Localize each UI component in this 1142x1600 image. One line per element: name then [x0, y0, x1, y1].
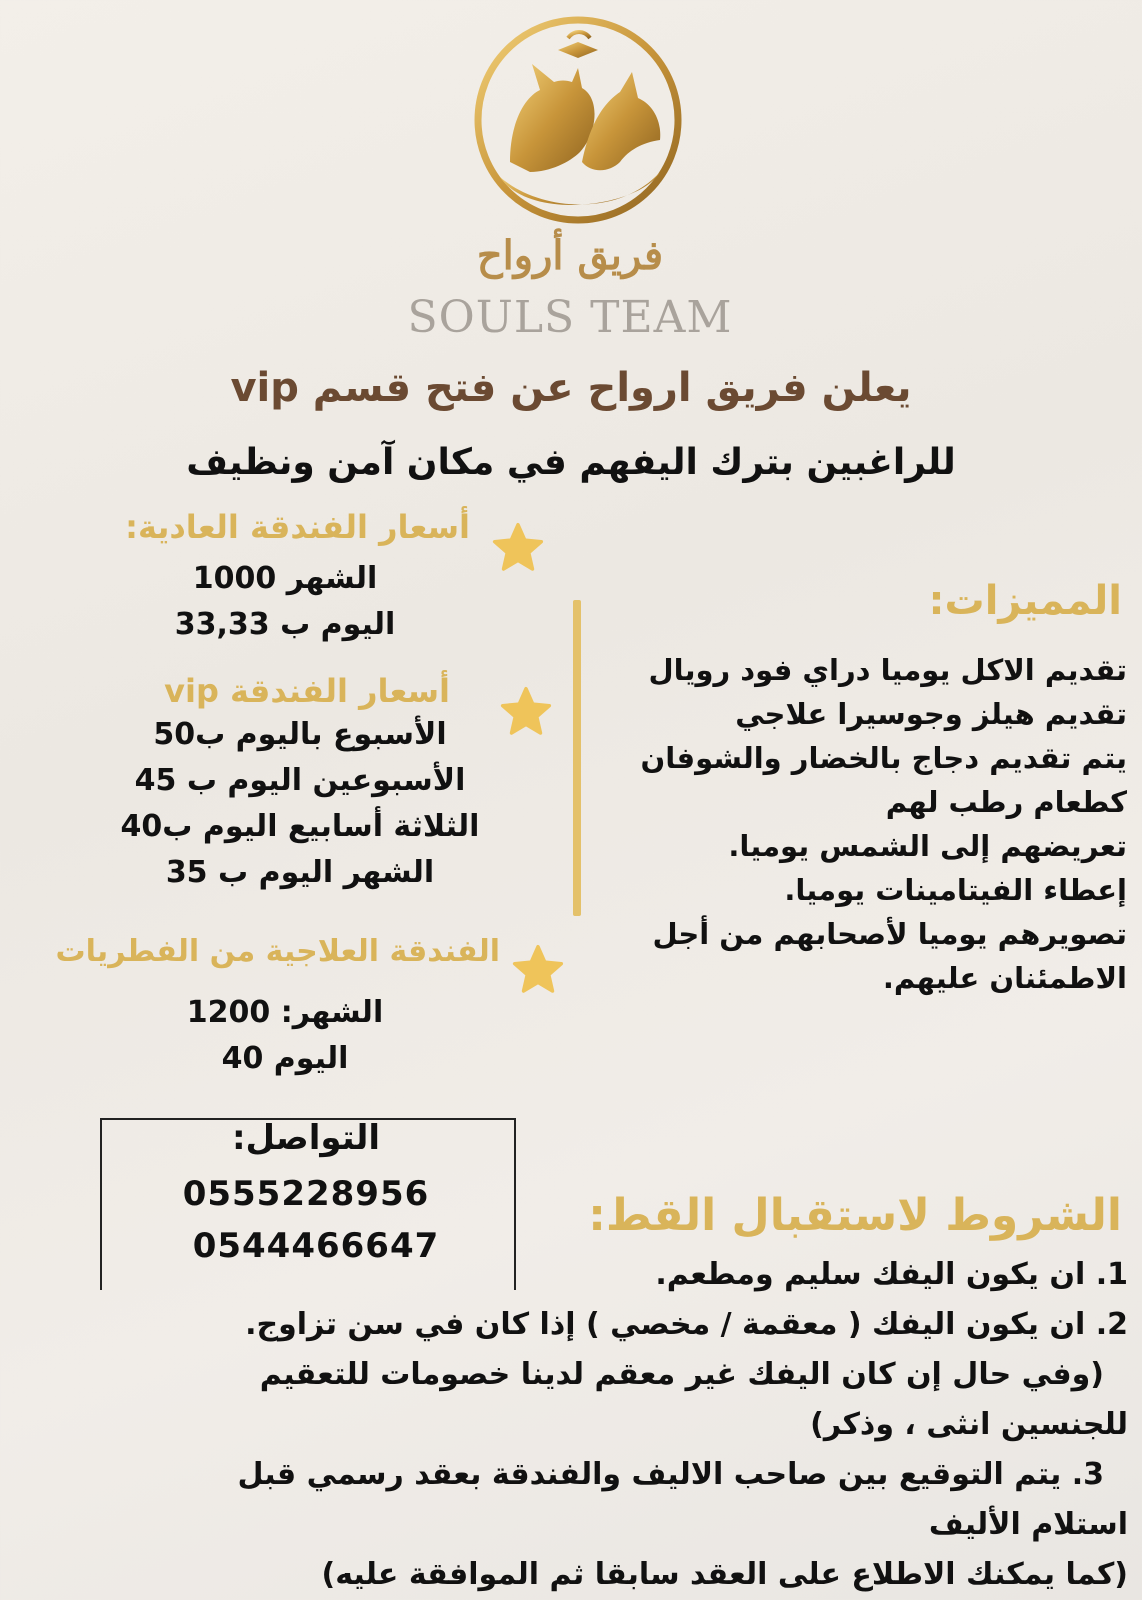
subheadline: للراغبين بترك اليفهم في مكان آمن ونظيف: [186, 442, 956, 483]
contact-title: التواصل:: [231, 1118, 381, 1158]
standard-price-month: الشهر 1000: [192, 561, 378, 596]
standard-pricing-title: أسعار الفندقة العادية:: [125, 508, 470, 546]
brand-english: SOULS TEAM: [407, 292, 733, 343]
phone-number[interactable]: 0555228956: [182, 1174, 430, 1214]
list-item: • تصويرهم يوميا لأصحابهم من أجل الاطمئنان عليهم.: [575, 912, 1127, 1000]
list-item: • إعطاء الفيتامينات يوميا.: [575, 868, 1127, 912]
medical-pricing-lines: [150, 990, 420, 1082]
medical-price-day: اليوم 40: [221, 1041, 349, 1076]
vip-pricing-title: أسعار الفندقة vip: [164, 672, 450, 710]
conditions-list: [20, 1250, 1128, 1600]
vip-price-month: الشهر اليوم ب 35: [165, 855, 435, 890]
souls-team-logo: [470, 12, 686, 228]
condition-line: 1. ان يكون اليفك سليم ومطعم.: [655, 1257, 1128, 1292]
phone-number[interactable]: 0544466647: [192, 1226, 440, 1266]
list-item: • تقديم الاكل يوميا دراي فود رويال: [575, 648, 1127, 692]
list-item: • تعريضهم إلى الشمس يوميا.: [575, 824, 1127, 868]
condition-line: (وفي حال إن كان اليفك غير معقم لدينا خصومات للتعقيم: [259, 1357, 1104, 1392]
standard-pricing-lines: [120, 556, 450, 648]
features-list: [575, 648, 1142, 1000]
medical-pricing-title: الفندقة العلاجية من الفطريات: [55, 934, 500, 969]
medical-price-month: الشهر: 1200: [186, 995, 384, 1030]
list-item: • يتم تقديم دجاج بالخضار والشوفان كطعام رطب لهم: [575, 736, 1127, 824]
condition-line: (كما يمكنك الاطلاع على العقد سابقا ثم الموافقة عليه): [321, 1557, 1128, 1592]
brand-arabic: فريق أرواح: [476, 232, 664, 279]
conditions-title: الشروط لاستقبال القط:: [588, 1190, 1122, 1241]
star-icon: [510, 942, 566, 998]
standard-price-day: اليوم ب 33,33: [174, 607, 396, 642]
vip-price-three-weeks: الثلاثة أسابيع اليوم ب40: [120, 809, 480, 844]
vip-pricing-lines: [80, 712, 520, 896]
list-item: • تقديم هيلز وجوسيرا علاجي: [575, 692, 1127, 736]
star-icon: [490, 520, 546, 576]
headline: يعلن فريق ارواح عن فتح قسم vip: [230, 365, 912, 411]
condition-line: للجنسين انثى ، وذكر): [810, 1407, 1128, 1442]
vip-price-week: الأسبوع باليوم ب50: [153, 717, 447, 752]
condition-line: استلام الأليف: [928, 1507, 1128, 1542]
condition-line: 3. يتم التوقيع بين صاحب الاليف والفندقة بعقد رسمي قبل: [237, 1457, 1104, 1492]
features-title: المميزات:: [928, 578, 1122, 624]
vip-price-two-weeks: الأسبوعين اليوم ب 45: [134, 763, 466, 798]
condition-line: 2. ان يكون اليفك ( معقمة / مخصي ) إذا كان في سن تزاوج.: [245, 1307, 1128, 1342]
